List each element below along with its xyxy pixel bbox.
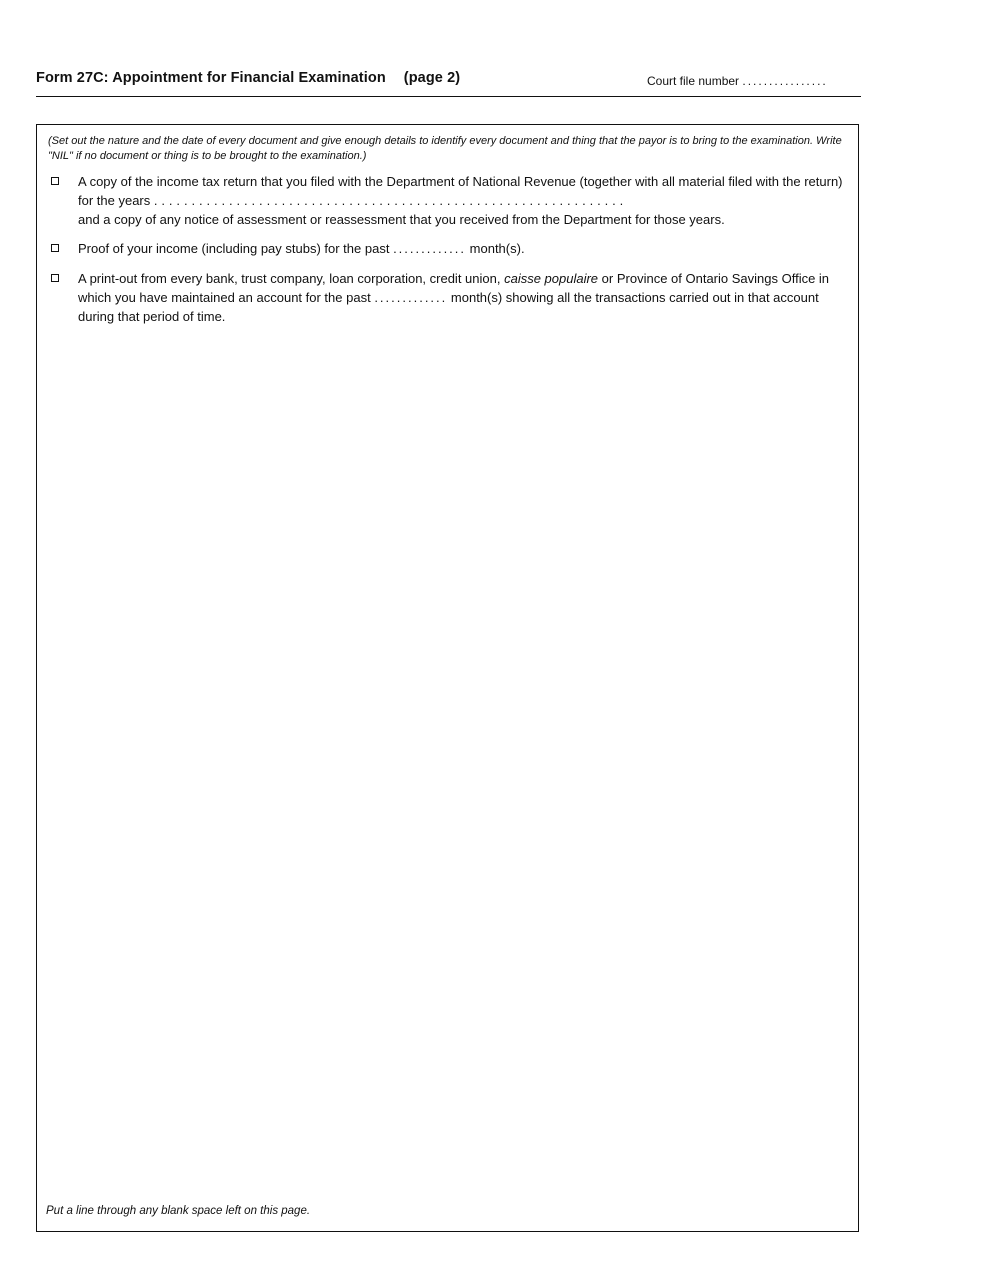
instructions-text: (Set out the nature and the date of every document and give enough details to identify every document and thing that the payor is to bring to the examination. Write "NIL" if no document or thing is to be brought to the examination.) bbox=[48, 135, 842, 162]
bank-printout-text-c: month(s) showing all the transactions carried out in that account during that period of time. bbox=[78, 290, 819, 324]
bank-printout-checkbox[interactable] bbox=[51, 274, 59, 282]
list-item-proof-of-income bbox=[48, 239, 854, 258]
bank-printout-dots[interactable]: ............. bbox=[374, 290, 448, 305]
bank-printout-italic: caisse populaire bbox=[504, 271, 599, 286]
proof-of-income-checkbox[interactable] bbox=[51, 244, 59, 252]
tax-return-assessment-text: and a copy of any notice of assessment or reassessment that you received from the Department for those years. bbox=[78, 212, 725, 227]
footer-note: Put a line through any blank space left on this page. bbox=[46, 1205, 311, 1217]
court-file-dots[interactable]: ................ bbox=[742, 74, 828, 88]
proof-of-income-months: month(s). bbox=[469, 241, 525, 256]
tax-return-checkbox[interactable] bbox=[51, 177, 59, 185]
court-file-label: Court file number bbox=[647, 74, 740, 88]
bank-printout-text-a: A print-out from every bank, trust company, loan corporation, credit union, bbox=[78, 271, 501, 286]
header-rule bbox=[36, 96, 861, 97]
proof-of-income-text: Proof of your income (including pay stubs) for the past bbox=[78, 241, 390, 256]
list-item-tax-return bbox=[48, 172, 854, 229]
tax-return-years-dots[interactable]: ............................................................... bbox=[153, 193, 628, 208]
proof-of-income-dots[interactable]: ............. bbox=[393, 241, 467, 256]
document-list-box bbox=[36, 124, 859, 1232]
form-title bbox=[36, 70, 460, 86]
page-label: (page 2) bbox=[403, 70, 461, 86]
form-title-text: Form 27C: Appointment for Financial Examination bbox=[36, 70, 386, 86]
court-file-number bbox=[647, 74, 828, 88]
list-item-bank-printout bbox=[48, 269, 854, 326]
bank-printout-text-b: or Province of Ontario Savings Office in which you have maintained an account for the past bbox=[78, 271, 830, 305]
tax-return-text: A copy of the income tax return that you filed with the Department of National Revenue (together with all material filed with the return) for the years bbox=[78, 174, 843, 208]
